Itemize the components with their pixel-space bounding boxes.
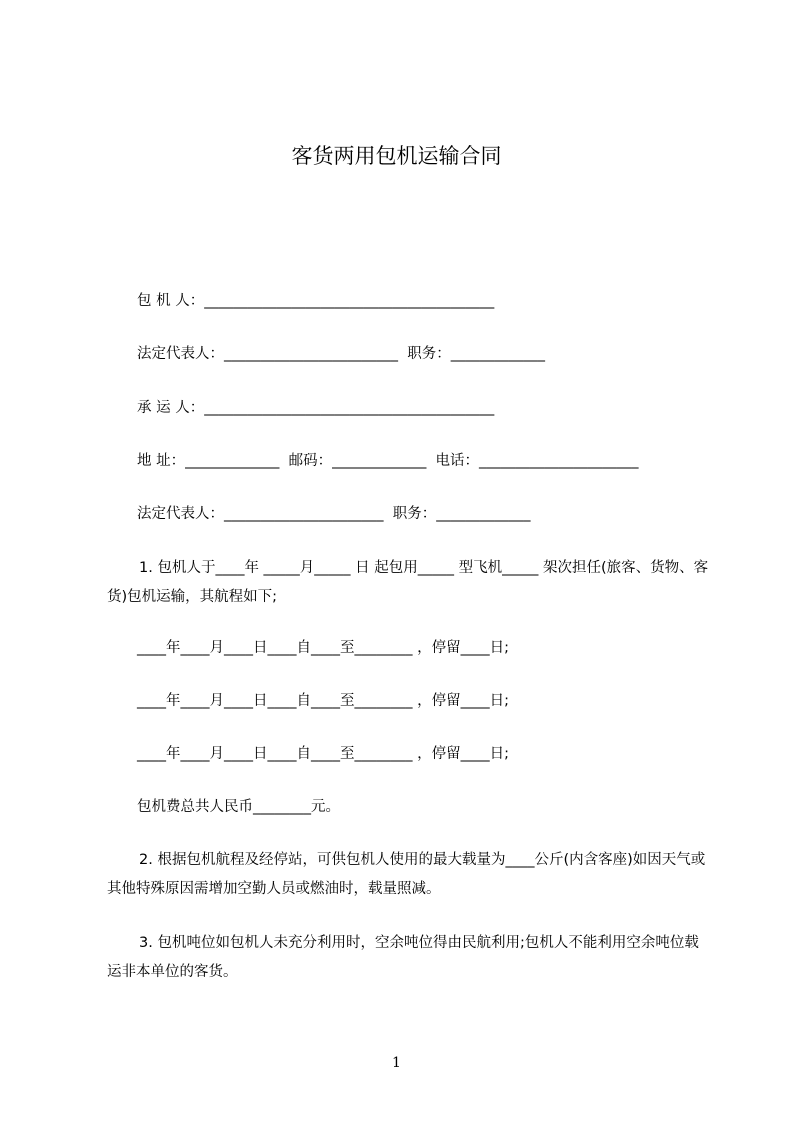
carrier-field: 承 运 人：________________________________________: [137, 400, 495, 416]
route-line-2: ____年____月____日____自____至________ ，停留____日;: [137, 693, 509, 709]
page-number: 1: [392, 1055, 401, 1071]
clause-2: 2. 根据包机航程及经停站，可供包机人使用的最大载量为____公斤(内含客座)如因天气或其他特殊原因需增加空勤人员或燃油时，载量照减。: [107, 852, 706, 897]
clause-1: 1. 包机人于____年 _____月_____ 日 起包用_____ 型飞机_____ 架次担任(旅客、货物、客货)包机运输，其航程如下;: [107, 560, 709, 605]
legal-representative-field-2: 法定代表人：______________________ 职务：_____________: [137, 506, 531, 522]
route-line-1: ____年____月____日____自____至________ ，停留____日;: [137, 640, 509, 656]
legal-representative-field-1: 法定代表人：________________________ 职务：_____________: [137, 346, 545, 362]
route-line-3: ____年____月____日____自____至________ ，停留____日;: [137, 746, 509, 762]
document-title: 客货两用包机运输合同: [291, 144, 502, 168]
charterer-field: 包 机 人：________________________________________: [137, 293, 495, 309]
address-field: 地 址：_____________ 邮码：_____________ 电话：______________________: [137, 453, 639, 469]
clause-3: 3. 包机吨位如包机人未充分利用时，空余吨位得由民航利用;包机人不能利用空余吨位载运非本单位的客货。: [107, 935, 699, 980]
charter-fee-line: 包机费总共人民币________元。: [137, 799, 340, 815]
